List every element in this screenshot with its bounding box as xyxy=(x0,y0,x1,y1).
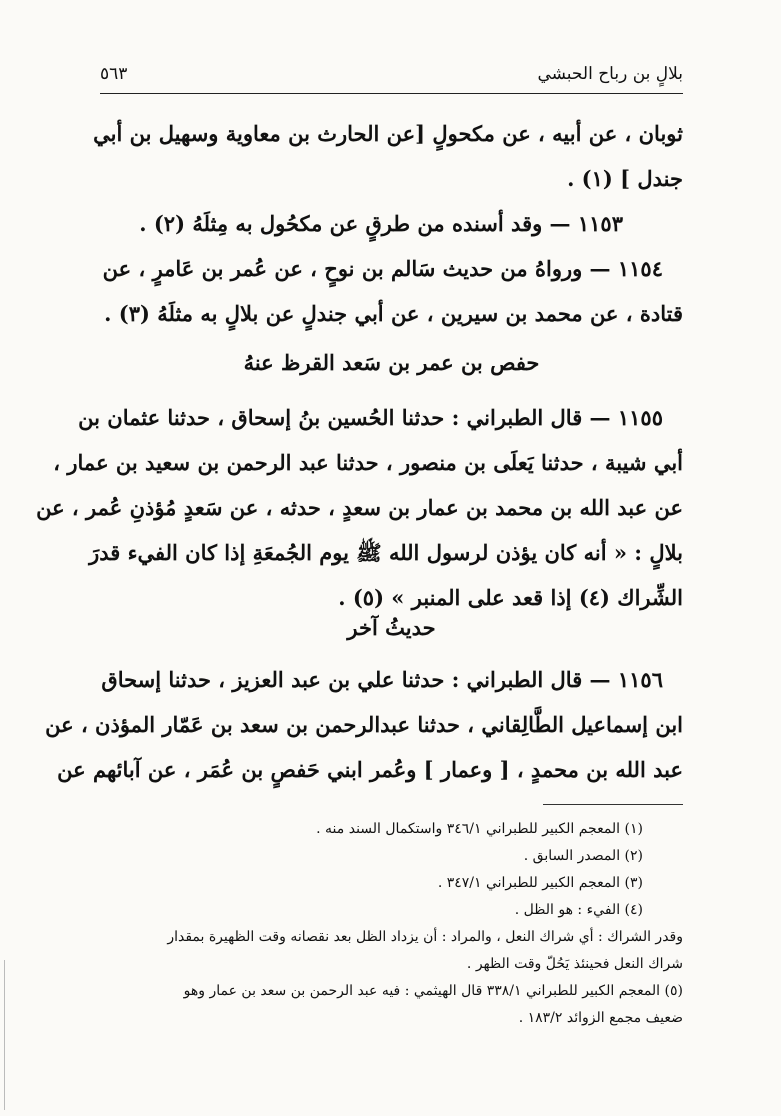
footnote: (١) المعجم الكبير للطبراني ٣٤٦/١ واستكمال السند منه . xyxy=(316,821,643,837)
main-text-block-2 xyxy=(36,395,683,620)
text-line: ابن إسماعيل الطَّالِقاني ، حدثنا عبدالرحمن بن سعد بن عَمّار المؤذن ، عن xyxy=(45,712,683,737)
footnote-continuation: وقدر الشراك : أي شراك النعل ، والمراد : أن يزداد الظل بعد نقصانه وقت الظهيرة بمقدار xyxy=(167,929,683,945)
footnote-continuation: شراك النعل فحينئذ يَحُلّ وقت الظهر . xyxy=(466,956,683,972)
text-line: بلالٍ : « أنه كان يؤذن لرسول الله ﷺ يوم الجُمعَةِ إذا كان الفيء قدرَ xyxy=(89,540,683,565)
text-line: عبد الله بن محمدٍ ، [ وعمار ] وعُمر ابني حَفصٍ بن عُمَر ، عن آبائهم عن xyxy=(57,757,683,782)
main-text-block-3 xyxy=(45,657,683,792)
running-header xyxy=(100,60,683,88)
text-line: ١١٥٥ — قال الطبراني : حدثنا الحُسين بنُ إسحاق ، حدثنا عثمان بن xyxy=(78,405,663,430)
text-line: ١١٥٣ — وقد أسنده من طرقٍ عن مكحُول به مِثلَهُ (٢) . xyxy=(139,211,623,236)
footnotes xyxy=(100,816,683,1032)
footnote-continuation: ضعيف مجمع الزوائد ١٨٣/٢ . xyxy=(518,1010,683,1026)
running-header-title: بلالٍ بن رباح الحبشي xyxy=(537,64,683,84)
section-heading-another-hadith: حديثُ آخر xyxy=(347,615,436,640)
section-heading-hafs: حفص بن عمر بن سَعد القرظ عنهُ xyxy=(243,350,540,375)
text-line: قتادة ، عن محمد بن سيرين ، عن أبي جندلٍ عن بلالٍ به مثلَهُ (٣) . xyxy=(104,301,683,326)
text-line: ١١٥٤ — ورواهُ من حديث سَالم بن نوحٍ ، عن عُمر بن عَامرٍ ، عن xyxy=(102,256,663,281)
text-line: عن عبد الله بن محمد بن عمار بن سعدٍ ، حدثه ، عن سَعدٍ مُؤذنِ عُمر ، عن xyxy=(36,495,683,520)
text-line: جندل ] (١) . xyxy=(567,166,683,191)
header-rule xyxy=(100,93,683,94)
footnote: (٥) المعجم الكبير للطبراني ٣٣٨/١ قال الهيثمي : فيه عبد الرحمن بن سعد بن عمار وهو xyxy=(183,983,683,999)
main-text-block-1 xyxy=(93,111,683,336)
footnote: (٢) المصدر السابق . xyxy=(523,848,643,864)
page-number: ٥٦٣ xyxy=(100,64,128,84)
footnote: (٤) الفيء : هو الظل . xyxy=(514,902,643,918)
footnote-separator xyxy=(543,804,683,805)
scan-edge-line xyxy=(4,960,5,1110)
text-line: ١١٥٦ — قال الطبراني : حدثنا علي بن عبد العزيز ، حدثنا إسحاق xyxy=(101,667,663,692)
text-line: الشِّراك (٤) إذا قعد على المنبر » (٥) . xyxy=(338,585,683,610)
text-line: أبي شيبة ، حدثنا يَعلَى بن منصور ، حدثنا عبد الرحمن بن سعيد بن عمار ، xyxy=(53,450,683,475)
footnote: (٣) المعجم الكبير للطبراني ٣٤٧/١ . xyxy=(437,875,643,891)
text-line: ثوبان ، عن أبيه ، عن مكحولٍ [عن الحارث بن معاوية وسهيل بن أبي xyxy=(93,121,683,146)
